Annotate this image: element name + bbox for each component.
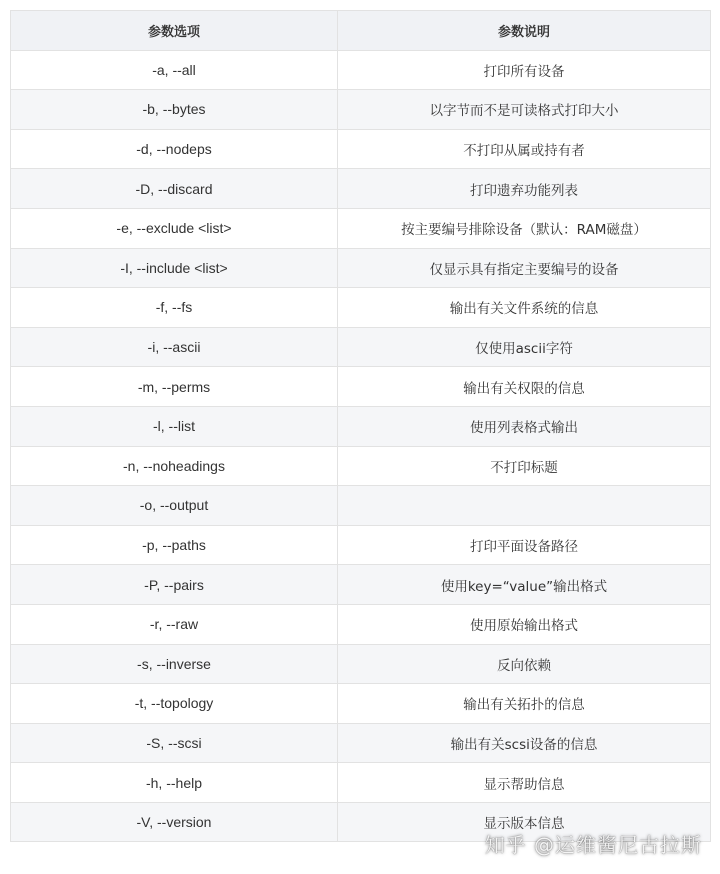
description-cell: 使用列表格式输出 [338, 406, 711, 446]
option-cell: -n, --noheadings [11, 446, 338, 486]
description-cell: 输出有关scsi设备的信息 [338, 723, 711, 763]
table-row [11, 565, 711, 605]
description-cell: 仅显示具有指定主要编号的设备 [338, 248, 711, 288]
description-cell: 打印所有设备 [338, 50, 711, 90]
table-row [11, 129, 711, 169]
option-cell: -l, --list [11, 406, 338, 446]
description-cell [338, 486, 711, 526]
option-cell: -D, --discard [11, 169, 338, 209]
table-row [11, 684, 711, 724]
table-row [11, 644, 711, 684]
table-row [11, 90, 711, 130]
table-row [11, 169, 711, 209]
table-row [11, 208, 711, 248]
options-table-container [10, 10, 710, 842]
table-row [11, 486, 711, 526]
table-body [11, 50, 711, 842]
description-cell: 显示版本信息 [338, 802, 711, 842]
option-cell: -s, --inverse [11, 644, 338, 684]
table-row [11, 288, 711, 328]
description-cell: 显示帮助信息 [338, 763, 711, 803]
option-cell: -p, --paths [11, 525, 338, 565]
option-cell: -b, --bytes [11, 90, 338, 130]
description-cell: 打印遗弃功能列表 [338, 169, 711, 209]
option-cell: -r, --raw [11, 604, 338, 644]
watermark-text: 知乎 @运维酱尼古拉斯 [484, 833, 702, 857]
description-cell: 使用key=“value”输出格式 [338, 565, 711, 605]
table-row [11, 367, 711, 407]
options-table [10, 10, 711, 842]
table-row [11, 525, 711, 565]
option-cell: -V, --version [11, 802, 338, 842]
header-option: 参数选项 [11, 11, 338, 51]
header-description: 参数说明 [338, 11, 711, 51]
table-row [11, 50, 711, 90]
table-row [11, 723, 711, 763]
option-cell: -o, --output [11, 486, 338, 526]
option-cell: -t, --topology [11, 684, 338, 724]
description-cell: 输出有关拓扑的信息 [338, 684, 711, 724]
option-cell: -a, --all [11, 50, 338, 90]
description-cell: 不打印从属或持有者 [338, 129, 711, 169]
description-cell: 反向依赖 [338, 644, 711, 684]
table-row [11, 327, 711, 367]
option-cell: -S, --scsi [11, 723, 338, 763]
table-header-row [11, 11, 711, 51]
table-row [11, 763, 711, 803]
description-cell: 输出有关文件系统的信息 [338, 288, 711, 328]
option-cell: -m, --perms [11, 367, 338, 407]
table-row [11, 248, 711, 288]
table-row [11, 604, 711, 644]
option-cell: -I, --include <list> [11, 248, 338, 288]
option-cell: -e, --exclude <list> [11, 208, 338, 248]
option-cell: -i, --ascii [11, 327, 338, 367]
table-row [11, 446, 711, 486]
table-row [11, 406, 711, 446]
description-cell: 仅使用ascii字符 [338, 327, 711, 367]
option-cell: -f, --fs [11, 288, 338, 328]
description-cell: 不打印标题 [338, 446, 711, 486]
description-cell: 使用原始输出格式 [338, 604, 711, 644]
option-cell: -d, --nodeps [11, 129, 338, 169]
option-cell: -P, --pairs [11, 565, 338, 605]
description-cell: 打印平面设备路径 [338, 525, 711, 565]
option-cell: -h, --help [11, 763, 338, 803]
description-cell: 输出有关权限的信息 [338, 367, 711, 407]
description-cell: 按主要编号排除设备（默认：RAM磁盘） [338, 208, 711, 248]
description-cell: 以字节而不是可读格式打印大小 [338, 90, 711, 130]
